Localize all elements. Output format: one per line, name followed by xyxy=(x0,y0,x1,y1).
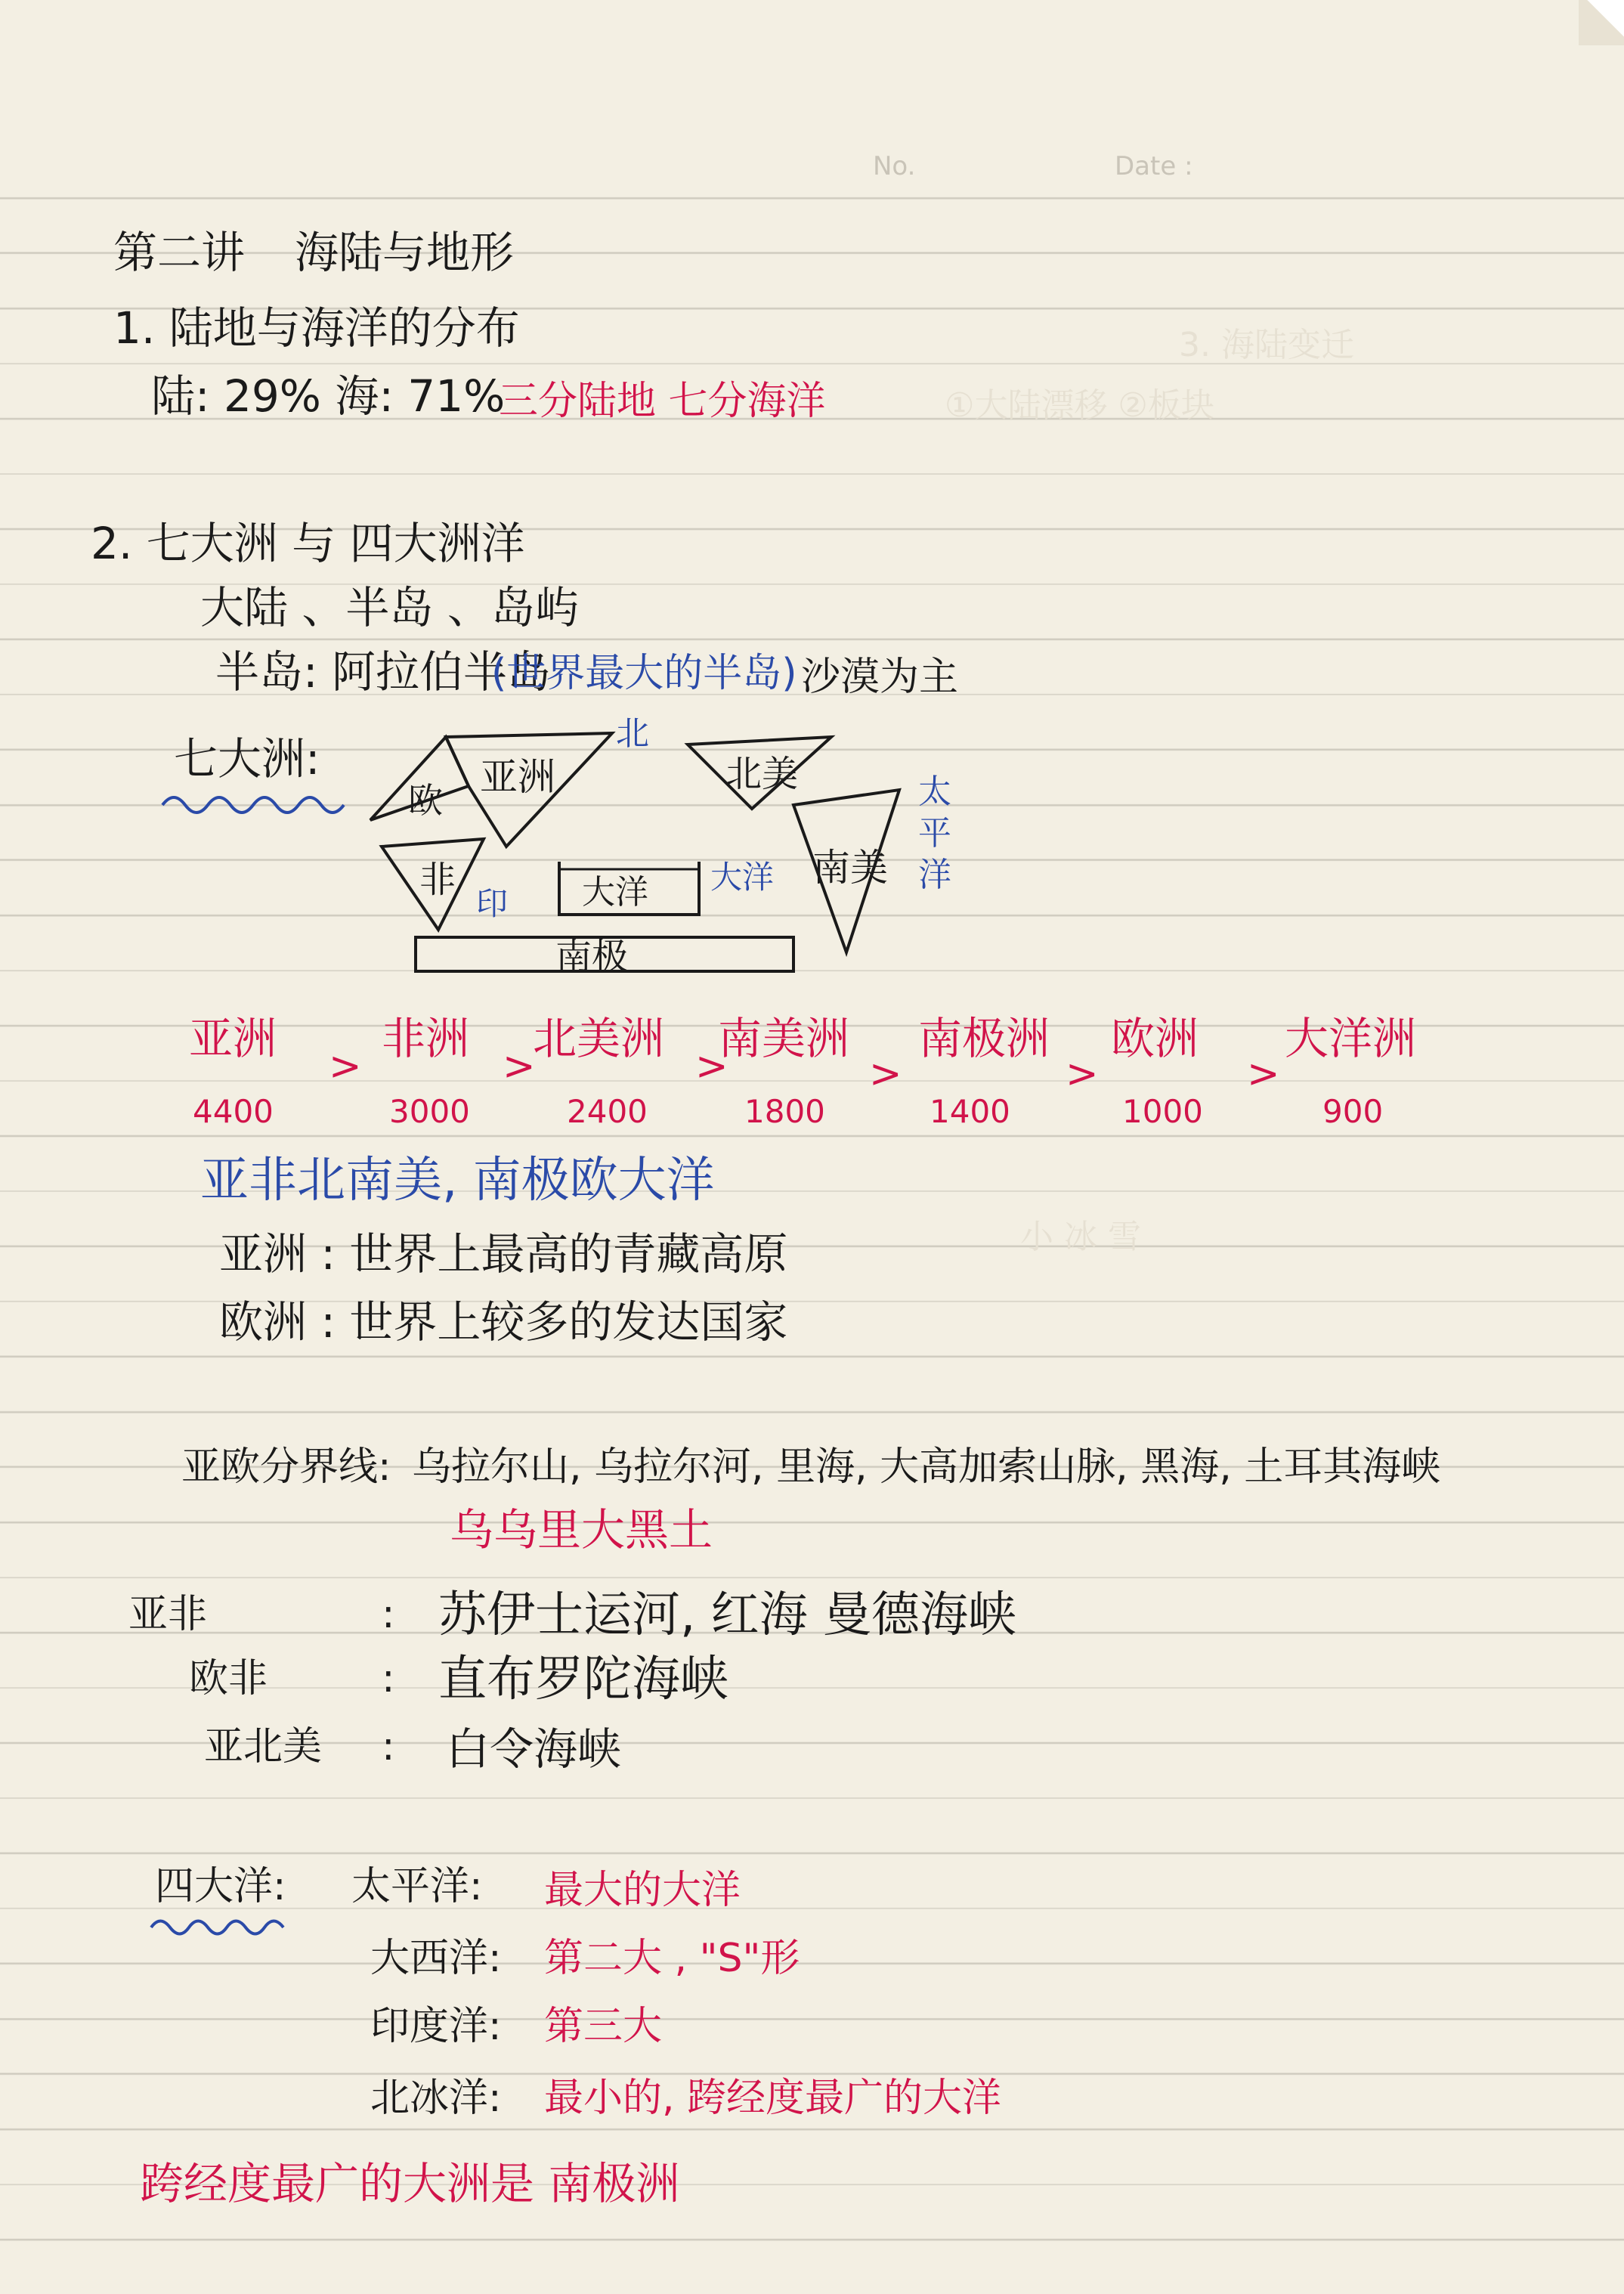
underline-wave xyxy=(159,782,348,820)
rank-name: 欧洲 xyxy=(1111,1013,1199,1064)
strait-sep: : xyxy=(382,1656,395,1701)
ocean-name: 印度洋: xyxy=(370,2004,502,2049)
page-corner xyxy=(1579,0,1624,45)
rank-sep: > xyxy=(503,1044,536,1089)
underline-wave xyxy=(147,1909,299,1939)
rank-sep: > xyxy=(695,1044,728,1089)
rank-name: 南极洲 xyxy=(918,1013,1050,1064)
strait-value: 苏伊士运河, 红海 曼德海峡 xyxy=(438,1587,1017,1643)
section1-heading: 1. 陆地与海洋的分布 xyxy=(113,302,520,354)
ocean-note: 第二大 , "S"形 xyxy=(544,1936,800,1981)
strait-value: 白令海峡 xyxy=(446,1723,622,1775)
lecture-number: 第二讲 xyxy=(113,227,246,278)
rank-area: 4400 xyxy=(193,1093,274,1130)
rank-sep: > xyxy=(329,1044,362,1089)
rank-name: 北美洲 xyxy=(533,1013,665,1064)
india-mark: 印 xyxy=(476,885,509,922)
section2-heading: 2. 七大洲 与 四大洲洋 xyxy=(91,518,525,569)
antarctica-label: 南极 xyxy=(555,936,629,978)
strait-pair: 亚非 xyxy=(128,1592,208,1637)
rank-sep: > xyxy=(1066,1051,1099,1097)
oceania-label: 大洋 xyxy=(582,873,648,912)
strait-sep: : xyxy=(382,1592,395,1637)
rank-name: 亚洲 xyxy=(189,1013,277,1064)
north-mark: 北 xyxy=(616,714,649,753)
ocean-name: 北冰洋: xyxy=(370,2076,502,2121)
peninsula-note: (世界最大的半岛) xyxy=(491,651,797,696)
ocean-name: 太平洋: xyxy=(351,1864,483,1909)
show-through-text: ①大陆漂移 ②板块 xyxy=(945,386,1214,425)
rank-area: 3000 xyxy=(389,1093,470,1130)
lecture-title: 海陆与地形 xyxy=(295,227,515,278)
rank-area: 2400 xyxy=(567,1093,648,1130)
africa-label: 非 xyxy=(419,859,456,901)
ocean-note: 最大的大洋 xyxy=(544,1868,741,1913)
strait-pair: 亚北美 xyxy=(204,1724,323,1769)
boundary-line: 乌拉尔山, 乌拉尔河, 里海, 大高加索山脉, 黑海, 土耳其海峡 xyxy=(412,1444,1441,1490)
rank-area: 1800 xyxy=(744,1093,825,1130)
asia-fact: 亚洲 : 世界上最高的青藏高原 xyxy=(219,1228,788,1280)
strait-pair: 欧非 xyxy=(189,1656,268,1701)
rank-sep: > xyxy=(869,1051,902,1097)
pacific-label: 太平洋 xyxy=(918,772,951,894)
strait-value: 直布罗陀海峡 xyxy=(438,1652,728,1707)
boundary-label: 亚欧分界线: xyxy=(181,1444,391,1490)
ocean-note: 最小的, 跨经度最广的大洋 xyxy=(544,2076,1002,2121)
no-label: No. xyxy=(873,151,916,181)
rank-area: 900 xyxy=(1322,1093,1384,1130)
europe-label: 欧 xyxy=(408,780,443,821)
rank-area: 1400 xyxy=(930,1093,1010,1130)
rank-name: 大洋洲 xyxy=(1285,1013,1417,1064)
ocean-name: 大西洋: xyxy=(370,1936,502,1981)
rank-area: 1000 xyxy=(1122,1093,1203,1130)
strait-sep: : xyxy=(382,1724,395,1769)
date-label: Date : xyxy=(1115,151,1193,181)
ranking-mnemonic: 亚非北南美, 南极欧大洋 xyxy=(200,1153,715,1209)
ocean-note: 第三大 xyxy=(544,2004,663,2049)
land-sea-memo: 三分陆地 七分海洋 xyxy=(499,379,826,424)
north-america-label: 北美 xyxy=(725,753,799,795)
land-sea-ratio: 陆: 29% 海: 71% xyxy=(151,370,506,422)
boundary-mnemonic: 乌乌里大黑土 xyxy=(450,1504,713,1556)
south-america-label: 南美 xyxy=(812,846,888,890)
oceans-label: 四大洋: xyxy=(155,1864,286,1909)
show-through-text: 小 冰 雪 xyxy=(1020,1218,1141,1256)
landform-types: 大陆 、半岛 、岛屿 xyxy=(200,582,579,633)
show-through-text: 3. 海陆变迁 xyxy=(1179,326,1354,364)
dayang-mark: 大洋 xyxy=(710,859,775,896)
rank-sep: > xyxy=(1247,1051,1280,1097)
rank-name: 非洲 xyxy=(382,1013,470,1064)
continents-label: 七大洲: xyxy=(174,733,320,785)
peninsula-label: 半岛: 阿拉伯半岛 xyxy=(215,646,551,698)
rank-name: 南美洲 xyxy=(718,1013,850,1064)
closing-note: 跨经度最广的大洲是 南极洲 xyxy=(140,2158,680,2209)
europe-fact: 欧洲 : 世界上较多的发达国家 xyxy=(219,1296,788,1348)
peninsula-tail: 沙漠为主 xyxy=(801,655,959,700)
continent-sketch xyxy=(355,710,960,983)
asia-label: 亚洲 xyxy=(480,755,555,799)
